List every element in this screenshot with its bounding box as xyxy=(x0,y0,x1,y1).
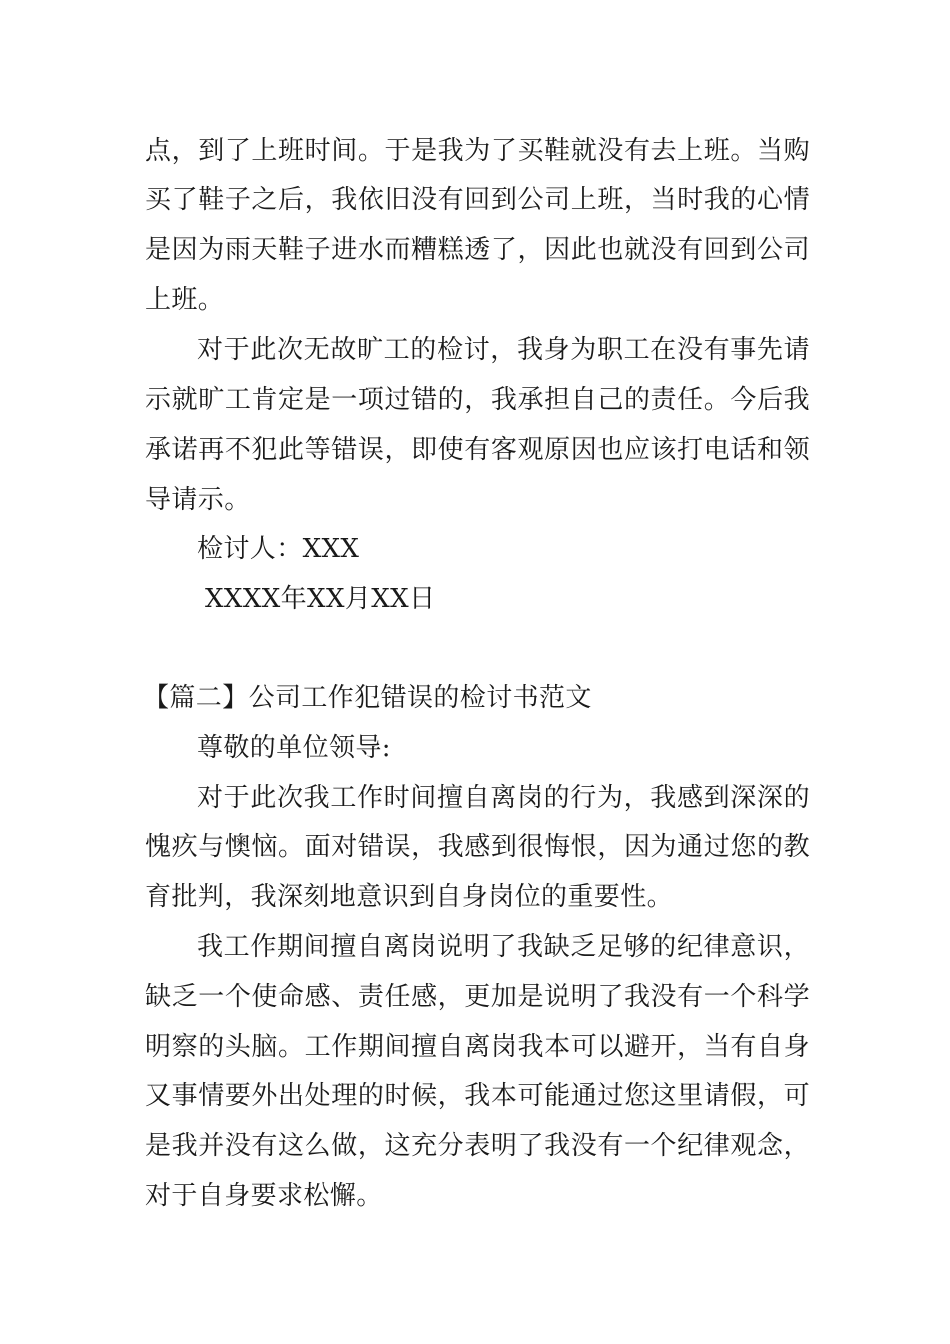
paragraph-line: 又事情要外出处理的时候，我本可能通过您这里请假，可 xyxy=(145,1081,810,1111)
paragraph-line: 缺乏一个使命感、责任感，更加是说明了我没有一个科学 xyxy=(145,982,810,1012)
date-line: XXXX年XX月XX日 xyxy=(205,584,436,614)
paragraph-line: 示就旷工肯定是一项过错的，我承担自己的责任。今后我 xyxy=(145,385,810,415)
paragraph-line: 是因为雨天鞋子进水而糟糕透了，因此也就没有回到公司 xyxy=(145,235,810,265)
salutation: 尊敬的单位领导: xyxy=(197,733,391,763)
paragraph-line: 对于此次我工作时间擅自离岗的行为，我感到深深的 xyxy=(197,783,810,813)
paragraph-line: 点，到了上班时间。于是我为了买鞋就没有去上班。当购 xyxy=(145,136,810,166)
section-heading: 【篇二】公司工作犯错误的检讨书范文 xyxy=(143,683,592,713)
paragraph-line: 育批判，我深刻地意识到自身岗位的重要性。 xyxy=(145,882,674,912)
paragraph-line: 对于此次无故旷工的检讨，我身为职工在没有事先请 xyxy=(197,335,810,365)
paragraph-line: 承诺再不犯此等错误，即使有客观原因也应该打电话和领 xyxy=(145,435,810,465)
paragraph-line: 对于自身要求松懈。 xyxy=(145,1181,383,1211)
signature-line: 检讨人：XXX xyxy=(197,534,360,564)
paragraph-line: 愧疚与懊恼。面对错误，我感到很悔恨，因为通过您的教 xyxy=(145,832,810,862)
paragraph-line: 明察的头脑。工作期间擅自离岗我本可以避开，当有自身 xyxy=(145,1032,810,1062)
paragraph-line: 买了鞋子之后，我依旧没有回到公司上班，当时我的心情 xyxy=(145,185,810,215)
paragraph-line: 我工作期间擅自离岗说明了我缺乏足够的纪律意识， xyxy=(197,932,810,962)
paragraph-line: 是我并没有这么做，这充分表明了我没有一个纪律观念， xyxy=(145,1131,810,1161)
paragraph-line: 导请示。 xyxy=(145,485,251,515)
paragraph-line: 上班。 xyxy=(145,285,225,315)
